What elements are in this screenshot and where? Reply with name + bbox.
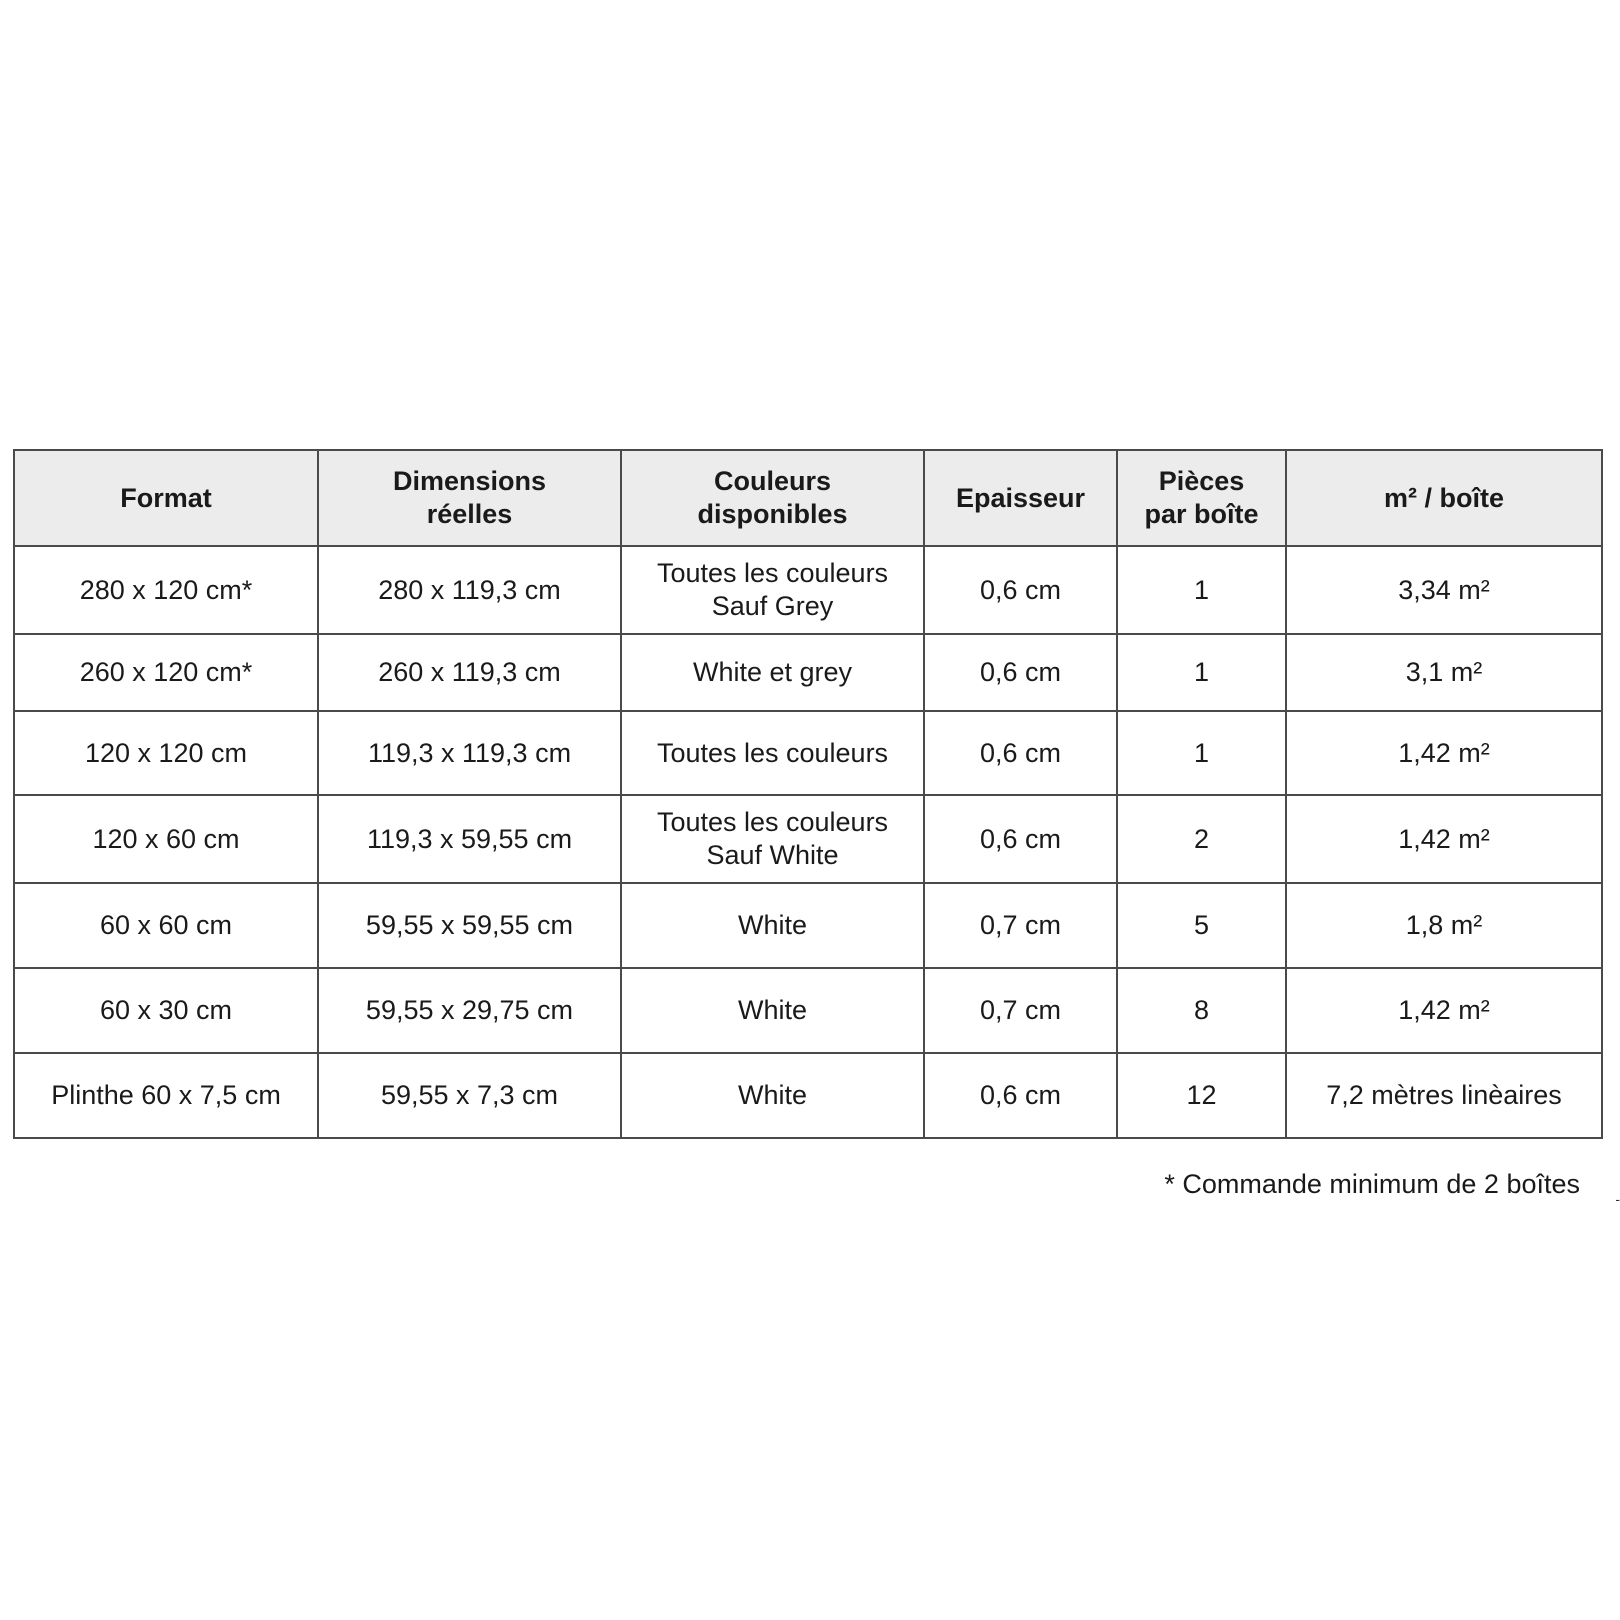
cell-colors (621, 634, 924, 711)
header-format (14, 450, 318, 546)
header-colors (621, 450, 924, 546)
cell-text: 120 x 120 cm (84, 737, 248, 768)
cell-colors (621, 795, 924, 883)
cell-thickness (924, 711, 1117, 795)
cell-text: 280 x 119,3 cm (378, 574, 561, 605)
cell-text: 7,2 mètres linèaires (1326, 1080, 1562, 1110)
cell-colors (621, 711, 924, 795)
cell-text: 119,3 x 59,55 cm (366, 823, 573, 854)
cell-colors (621, 1053, 924, 1138)
cell-pieces-per-box (1117, 546, 1286, 634)
cell-format (14, 883, 318, 968)
cell-text: White (737, 1080, 808, 1110)
table-header (14, 450, 1602, 546)
cell-text: 280 x 120 cm* (79, 574, 253, 605)
cell-text: Plinthe 60 x 7,5 cm (51, 1080, 281, 1110)
cell-pieces-per-box (1117, 883, 1286, 968)
table-row (14, 968, 1602, 1053)
cell-dimensions (318, 634, 621, 711)
cell-text: 260 x 119,3 cm (378, 657, 561, 687)
cell-format (14, 1053, 318, 1138)
cell-text: 0,6 cm (979, 823, 1062, 854)
cell-area-per-box (1286, 634, 1602, 711)
cell-area-per-box (1286, 968, 1602, 1053)
cell-text: 1 (1193, 574, 1210, 605)
cell-pieces-per-box (1117, 711, 1286, 795)
header-thickness (924, 450, 1117, 546)
cell-dimensions (318, 711, 621, 795)
cell-text: 60 x 30 cm (99, 995, 233, 1025)
cell-text: Toutes les couleurs (656, 558, 889, 588)
cell-text: 1,8 m² (1405, 910, 1483, 940)
cell-dimensions (318, 795, 621, 883)
cell-text: 59,55 x 7,3 cm (380, 1080, 559, 1110)
cell-area-per-box (1286, 711, 1602, 795)
cell-dimensions (318, 883, 621, 968)
cell-format (14, 711, 318, 795)
header-label: Format (120, 482, 212, 513)
cell-text: Toutes les couleurs (656, 807, 889, 837)
product-spec-table (13, 449, 1603, 1139)
cell-colors (621, 968, 924, 1053)
cell-area-per-box (1286, 546, 1602, 634)
header-label: disponibles (697, 499, 848, 529)
cell-area-per-box (1286, 883, 1602, 968)
cell-pieces-per-box (1117, 634, 1286, 711)
cell-text: 1,42 m² (1398, 823, 1490, 854)
header-area-per-box (1286, 450, 1602, 546)
cell-text: 8 (1193, 995, 1210, 1025)
cell-dimensions (318, 968, 621, 1053)
cell-text: 1 (1193, 737, 1210, 768)
cell-pieces-per-box (1117, 968, 1286, 1053)
cell-text: 12 (1186, 1080, 1217, 1110)
cell-thickness (924, 1053, 1117, 1138)
header-label: réelles (426, 499, 513, 529)
footnote: * Commande minimum de 2 boîtes (1164, 1169, 1580, 1199)
cell-text: 59,55 x 59,55 cm (365, 910, 574, 940)
cell-text: 120 x 60 cm (92, 823, 240, 854)
cell-text: 0,6 cm (979, 657, 1062, 687)
cell-text: 260 x 120 cm* (79, 657, 253, 687)
cell-thickness (924, 546, 1117, 634)
header-label: par boîte (1144, 499, 1259, 529)
table-row (14, 883, 1602, 968)
cell-text: 5 (1193, 910, 1210, 940)
cell-text: 0,6 cm (979, 737, 1062, 768)
cell-dimensions (318, 546, 621, 634)
cell-text: 0,6 cm (979, 574, 1062, 605)
header-label: Pièces (1158, 466, 1245, 496)
cell-text: 1,42 m² (1398, 995, 1490, 1025)
cell-area-per-box (1286, 1053, 1602, 1138)
cell-colors (621, 546, 924, 634)
header-pieces-per-box (1117, 450, 1286, 546)
cell-text: 0,7 cm (979, 995, 1062, 1025)
table-row (14, 1053, 1602, 1138)
table-row (14, 795, 1602, 883)
cell-thickness (924, 795, 1117, 883)
cell-format (14, 968, 318, 1053)
cell-format (14, 634, 318, 711)
cell-pieces-per-box (1117, 1053, 1286, 1138)
cell-text: 59,55 x 29,75 cm (365, 995, 574, 1025)
cell-text: White (737, 995, 808, 1025)
header-row (14, 450, 1602, 546)
cell-text: Sauf Grey (711, 591, 834, 621)
cell-text: Toutes les couleurs (656, 737, 889, 768)
table-row (14, 634, 1602, 711)
cell-text: 1 (1193, 657, 1210, 687)
cell-dimensions (318, 1053, 621, 1138)
cell-text: 3,34 m² (1398, 574, 1490, 605)
cell-text: 0,7 cm (979, 910, 1062, 940)
cell-text: Sauf White (706, 840, 839, 870)
cell-text: 1,42 m² (1398, 737, 1490, 768)
cell-area-per-box (1286, 795, 1602, 883)
cell-format (14, 546, 318, 634)
header-dimensions (318, 450, 621, 546)
cell-text: White (737, 910, 808, 940)
header-label: m² / boîte (1384, 482, 1504, 513)
cell-thickness (924, 968, 1117, 1053)
cell-text: 119,3 x 119,3 cm (367, 737, 572, 768)
cell-thickness (924, 883, 1117, 968)
table-row (14, 711, 1602, 795)
cell-format (14, 795, 318, 883)
table-body (14, 546, 1602, 1138)
header-label: Dimensions (392, 466, 547, 496)
cell-text: 2 (1193, 823, 1210, 854)
header-label: Couleurs (713, 466, 832, 496)
cell-colors (621, 883, 924, 968)
cell-pieces-per-box (1117, 795, 1286, 883)
table-row (14, 546, 1602, 634)
corner-mark: - (1615, 1191, 1620, 1207)
cell-text: 3,1 m² (1405, 657, 1483, 687)
cell-text: White et grey (692, 657, 853, 687)
cell-text: 60 x 60 cm (99, 910, 233, 940)
cell-thickness (924, 634, 1117, 711)
header-label: Epaisseur (955, 482, 1086, 513)
cell-text: 0,6 cm (979, 1080, 1062, 1110)
